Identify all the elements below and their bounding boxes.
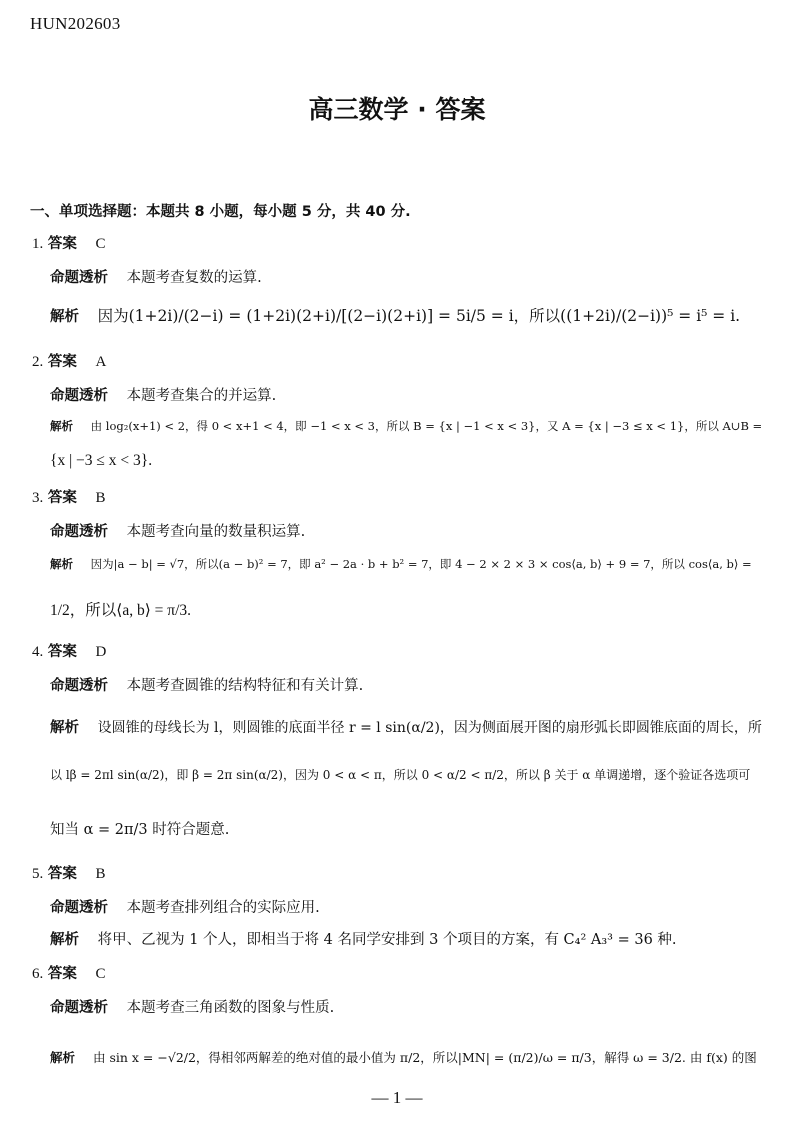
question-number: 5.: [32, 866, 44, 882]
answer-label: 答案: [47, 966, 77, 982]
answer-label: 答案: [47, 644, 77, 660]
intent-label: 命题透析: [50, 678, 108, 694]
analysis-continuation: 知当 α = 2π/3 时符合题意.: [50, 822, 230, 838]
answer-label: 答案: [47, 354, 77, 370]
analysis-label: 解析: [50, 419, 73, 433]
question-number: 6.: [32, 966, 44, 982]
document-code: HUN202603: [30, 14, 121, 33]
intent-label: 命题透析: [50, 524, 108, 540]
intent-text: 本题考查集合的并运算.: [126, 388, 277, 404]
question-6-analysis: [50, 1048, 757, 1066]
question-2-intent: [50, 384, 276, 405]
answer-value: C: [95, 236, 106, 252]
question-2-answer-line: [32, 350, 106, 371]
question-3-intent: [50, 520, 305, 541]
question-6-answer-line: [32, 962, 105, 983]
analysis-label: 解析: [50, 1050, 76, 1065]
analysis-text: 将甲、乙视为 1 个人，即相当于将 4 名同学安排到 3 个项目的方案，有 C₄² A₃³ = 36 种.: [97, 932, 677, 948]
analysis-text: 由 log₂(x+1) < 2，得 0 < x+1 < 4，即 −1 < x < 3，所以 B = {x | −1 < x < 3}，又 A = {x | −3 ≤ x < 1}，所以 A∪B =: [90, 419, 763, 433]
question-6-intent: [50, 996, 334, 1017]
question-4-intent: [50, 674, 363, 695]
analysis-label: 解析: [50, 932, 79, 948]
intent-text: 本题考查排列组合的实际应用.: [126, 900, 320, 916]
answer-value: B: [95, 866, 106, 882]
intent-label: 命题透析: [50, 388, 108, 404]
answer-value: D: [95, 644, 107, 660]
analysis-label: 解析: [50, 557, 73, 571]
intent-text: 本题考查向量的数量积运算.: [126, 524, 306, 540]
analysis-continuation: {x | −3 ≤ x < 3}.: [50, 452, 153, 469]
question-1-answer-line: [32, 232, 105, 253]
analysis-label: 解析: [50, 720, 79, 736]
question-4-analysis: [50, 716, 762, 737]
analysis-text: 因为(1+2i)/(2−i) = (1+2i)(2+i)/[(2−i)(2+i)] = 5i/5 = i，所以((1+2i)/(2−i))⁵ = i⁵ = i.: [97, 307, 741, 325]
answer-value: C: [95, 966, 106, 982]
answer-label: 答案: [47, 236, 77, 252]
page-title: 高三数学 · 答案: [308, 95, 486, 124]
question-5-answer-line: [32, 862, 105, 883]
analysis-text: 由 sin x = −√2/2，得相邻两解差的绝对值的最小值为 π/2，所以|MN| = (π/2)/ω = π/3，解得 ω = 3/2. 由 f(x) 的图: [93, 1050, 757, 1065]
question-3-analysis: [50, 556, 752, 572]
answer-value: A: [95, 354, 107, 370]
question-1-intent: [50, 266, 262, 287]
page-number: — 1 —: [371, 1088, 423, 1107]
question-number: 3.: [32, 490, 44, 506]
question-number: 4.: [32, 644, 44, 660]
question-4-answer-line: [32, 640, 106, 661]
analysis-continuation: 以 lβ = 2πl sin(α/2)，即 β = 2π sin(α/2)，因为 0 < α < π，所以 0 < α/2 < π/2，所以 β 关于 α 单调递增，逐个验证各选项可: [50, 768, 751, 782]
section-heading: 一、单项选择题：本题共 8 小题，每小题 5 分，共 40 分.: [30, 204, 411, 220]
analysis-text: 设圆锥的母线长为 l，则圆锥的底面半径 r = l sin(α/2)，因为侧面展开图的扇形弧长即圆锥底面的周长，所: [97, 720, 762, 736]
question-5-intent: [50, 896, 320, 917]
intent-label: 命题透析: [50, 1000, 108, 1016]
intent-text: 本题考查复数的运算.: [126, 270, 262, 286]
intent-text: 本题考查圆锥的结构特征和有关计算.: [126, 678, 364, 694]
analysis-text: 因为|a − b| = √7，所以(a − b)² = 7，即 a² − 2a · b + b² = 7，即 4 − 2 × 2 × 3 × cos⟨a, b⟩ + 9 = 7，所以 cos⟨a, b⟩ =: [90, 557, 752, 571]
question-5-analysis: [50, 928, 677, 949]
question-2-analysis: [50, 418, 762, 434]
question-number: 2.: [32, 354, 44, 370]
intent-label: 命题透析: [50, 900, 108, 916]
answer-value: B: [95, 490, 106, 506]
intent-text: 本题考查三角函数的图象与性质.: [126, 1000, 335, 1016]
question-1-analysis: [50, 304, 740, 326]
question-3-answer-line: [32, 486, 105, 507]
question-number: 1.: [32, 236, 44, 252]
answer-label: 答案: [47, 866, 77, 882]
answer-label: 答案: [47, 490, 77, 506]
intent-label: 命题透析: [50, 270, 108, 286]
analysis-label: 解析: [50, 309, 79, 325]
analysis-continuation: 1/2，所以⟨a, b⟩ = π/3.: [50, 602, 192, 619]
